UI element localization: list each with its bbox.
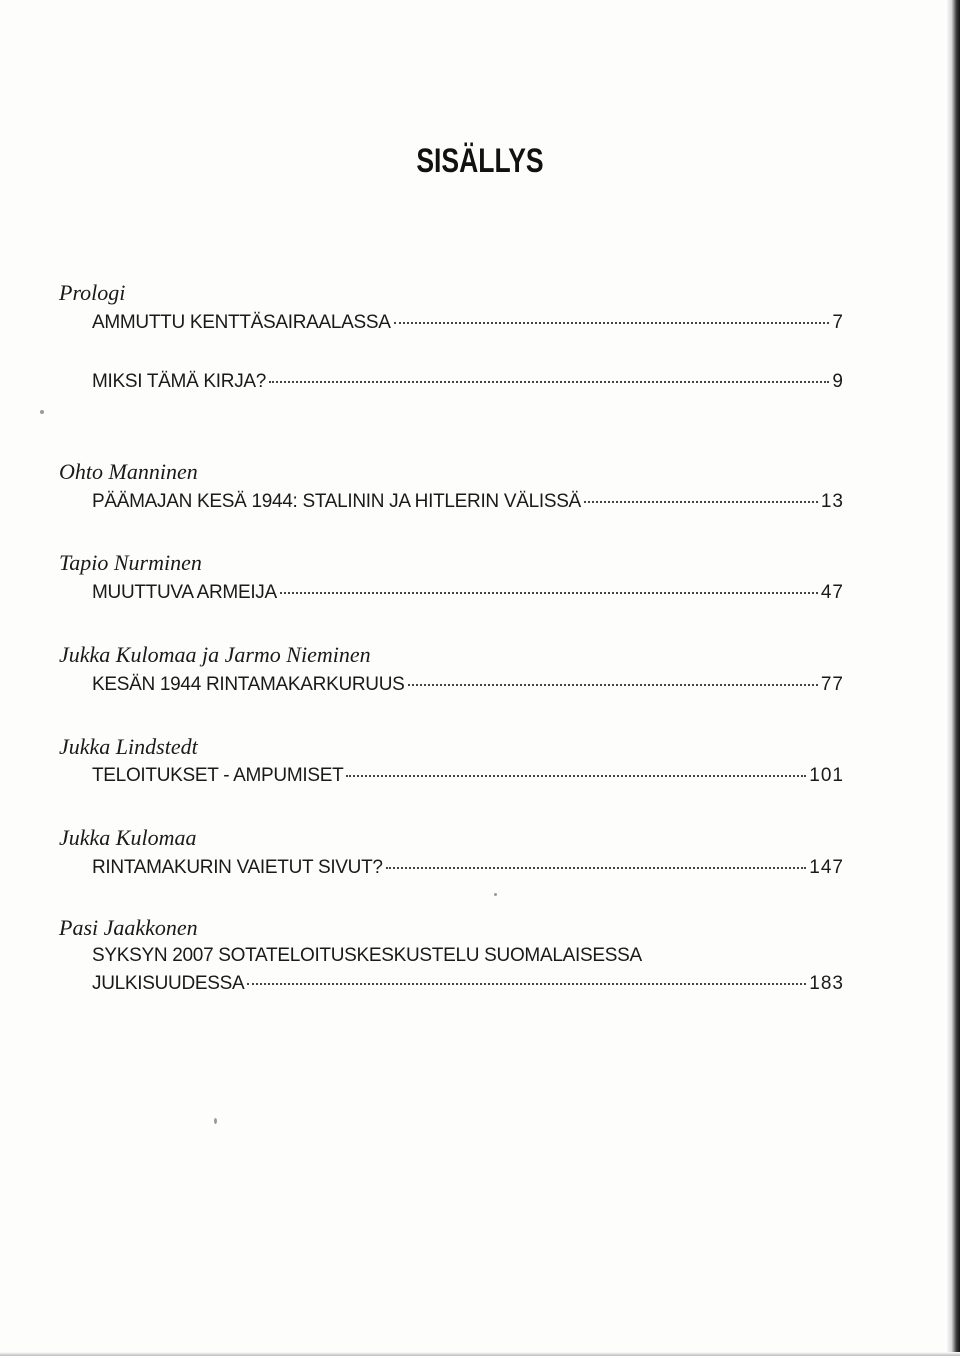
dot-leader <box>408 684 818 686</box>
section-author: Ohto Manninen <box>59 459 198 484</box>
scan-speck <box>494 893 497 896</box>
dot-leader <box>280 592 818 594</box>
page-title: SISÄLLYS <box>416 142 544 180</box>
toc-entry[interactable] <box>92 857 844 879</box>
dot-leader <box>584 501 818 503</box>
toc-entry[interactable] <box>92 973 844 995</box>
scan-speck <box>40 410 44 414</box>
toc-entry-page: 47 <box>820 582 844 603</box>
toc-entry-page: 77 <box>820 674 844 695</box>
toc-entry[interactable] <box>92 371 844 393</box>
dot-leader <box>346 775 806 777</box>
toc-entry-title: AMMUTTU KENTTÄSAIRAALASSA <box>92 312 391 333</box>
toc-entry[interactable] <box>92 582 844 604</box>
toc-entry[interactable] <box>92 312 844 334</box>
dot-leader <box>247 983 806 985</box>
section-author: Jukka Lindstedt <box>59 734 198 759</box>
scan-edge-bottom <box>0 1352 960 1356</box>
toc-entry-title: PÄÄMAJAN KESÄ 1944: STALININ JA HITLERIN VÄLISSÄ <box>92 491 581 512</box>
dot-leader <box>394 322 830 324</box>
section-author: Pasi Jaakkonen <box>59 915 198 940</box>
section-author: Jukka Kulomaa ja Jarmo Nieminen <box>59 642 371 667</box>
toc-entry-title: JULKISUUDESSA <box>92 973 245 994</box>
scan-edge-shadow <box>946 0 960 1356</box>
section-author: Tapio Nurminen <box>59 550 202 575</box>
toc-entry-page: 147 <box>809 857 844 878</box>
toc-entry-title: KESÄN 1944 RINTAMAKARKURUUS <box>92 674 405 695</box>
toc-entry-title: TELOITUKSET - AMPUMISET <box>92 765 344 786</box>
toc-entry-page: 7 <box>832 312 844 333</box>
toc-entry-page: 183 <box>809 973 844 994</box>
toc-entry[interactable] <box>92 674 844 696</box>
section-author: Jukka Kulomaa <box>59 825 197 850</box>
toc-entry-page: 101 <box>809 765 844 786</box>
toc-entry-page: 9 <box>832 371 844 392</box>
toc-entry-title: RINTAMAKURIN VAIETUT SIVUT? <box>92 857 383 878</box>
toc-entry[interactable] <box>92 765 844 787</box>
toc-entry-page: 13 <box>820 491 844 512</box>
dot-leader <box>386 867 807 869</box>
scan-speck <box>214 1118 217 1124</box>
toc-entry-title-line1: SYKSYN 2007 SOTATELOITUSKESKUSTELU SUOMALAISESSA <box>92 945 642 966</box>
toc-entry-title: MIKSI TÄMÄ KIRJA? <box>92 371 267 392</box>
toc-entry-title: MUUTTUVA ARMEIJA <box>92 582 277 603</box>
toc-entry[interactable] <box>92 491 844 513</box>
section-author: Prologi <box>59 280 126 305</box>
dot-leader <box>269 381 829 383</box>
